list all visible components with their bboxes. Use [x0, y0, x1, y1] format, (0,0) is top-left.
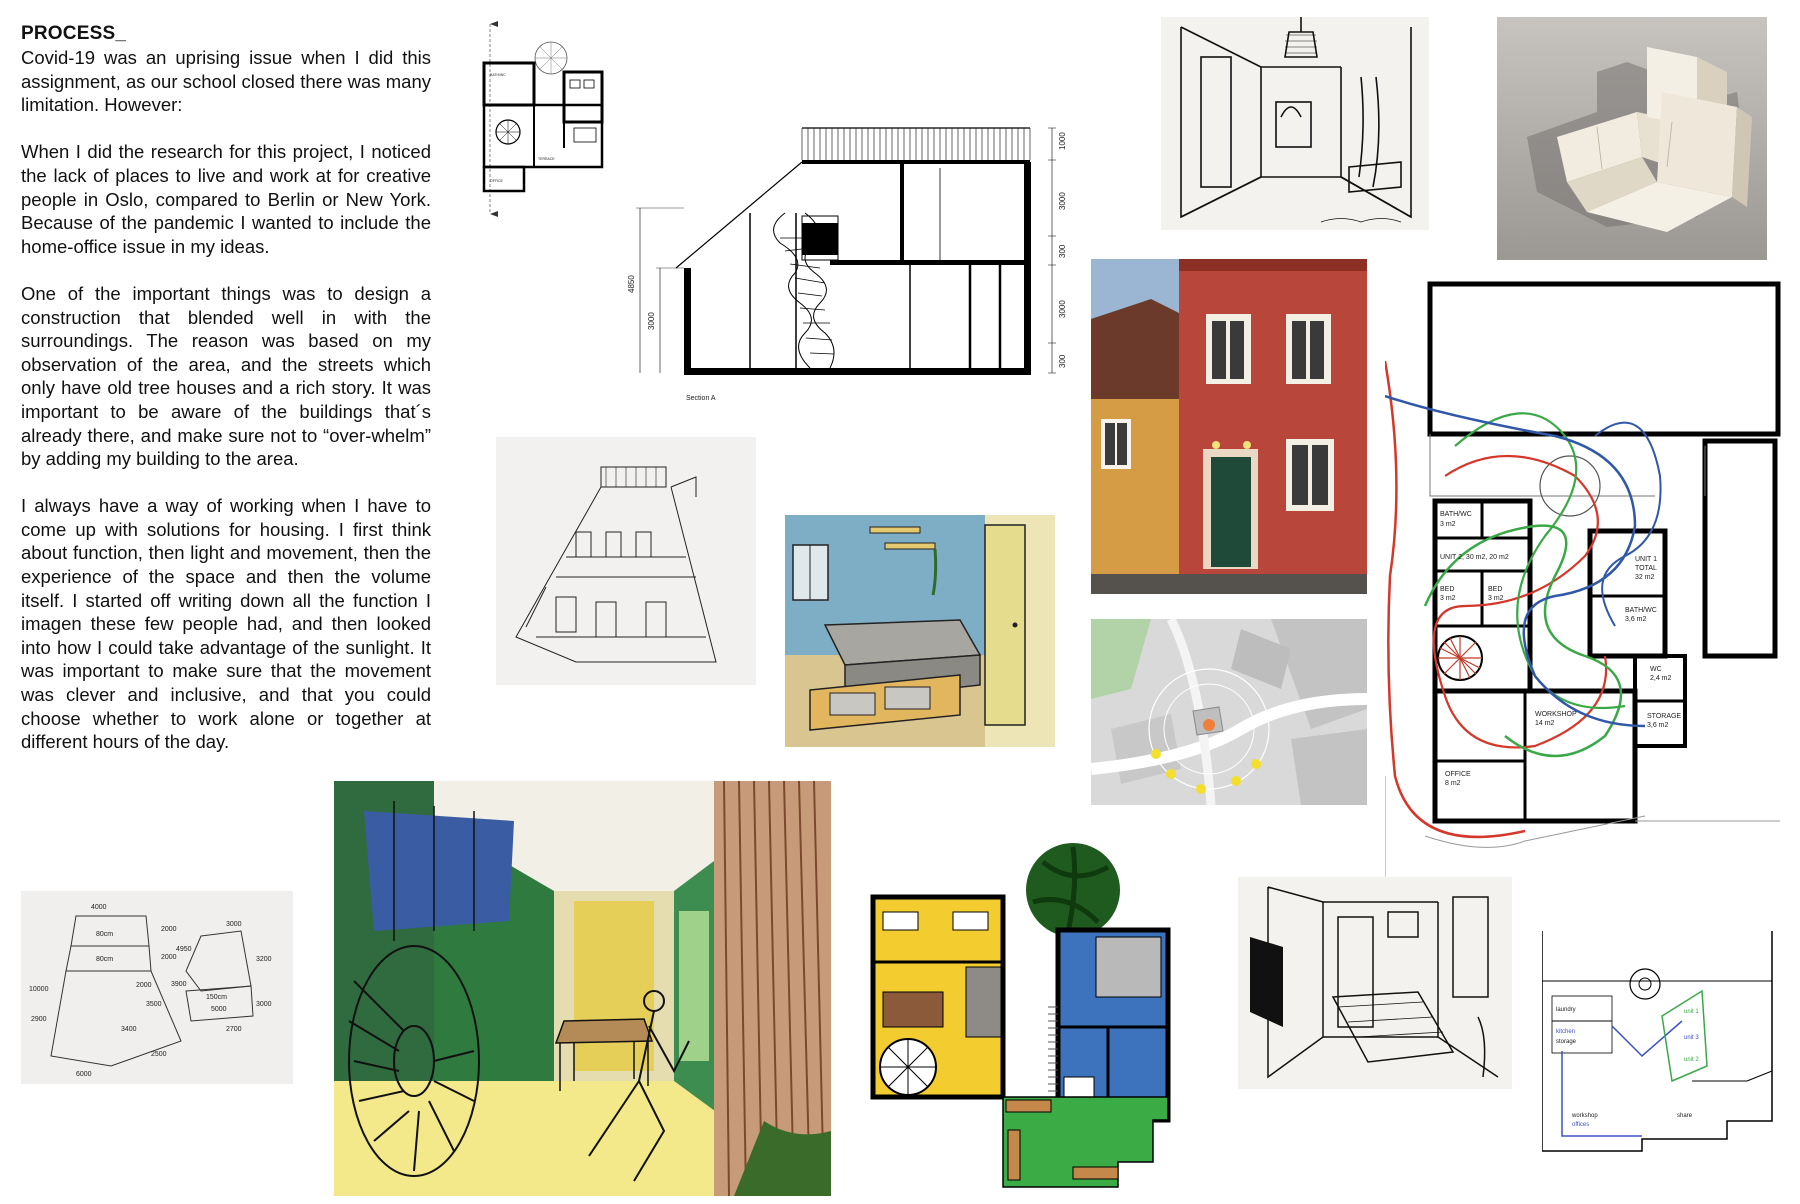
room-bed-1: BED	[1440, 586, 1455, 593]
small-plan-room-terrace: TERRACE	[538, 157, 555, 161]
dim-3000-lower: 3000	[1058, 300, 1067, 318]
dim-300-upper: 300	[1058, 244, 1067, 258]
room-bed-2-area: 3 m2	[1488, 595, 1504, 602]
bedroom-colored-sketch	[785, 515, 1055, 747]
diagram-unit-3: unit 3	[1684, 1035, 1699, 1041]
room-bed-1-area: 3 m2	[1440, 595, 1456, 602]
room-bathwc-1-area: 3 m2	[1440, 521, 1456, 528]
sketch-dim-8: 3500	[146, 1001, 162, 1008]
process-paragraph-3: One of the important things was to design a construction that blended well in with the surroundings. The reason was based on my observation of the area, and the streets which only have old tree houses and a rich story. It was important to be aware of the buildings that´s already there, and make sure not to “over-whelm” by adding my building to the area.	[21, 282, 431, 470]
sketch-dim-3: 80cm	[96, 931, 114, 938]
small-plan-room-office: OFFICE	[490, 179, 503, 183]
sketch-dim-11: 3200	[256, 956, 272, 963]
room-unit-1-total: TOTAL	[1635, 565, 1657, 572]
room-unit-1-area: 32 m2	[1635, 574, 1655, 581]
dim-3000-upper: 3000	[1058, 192, 1067, 210]
small-plan-room-bath: BATH/WC	[490, 73, 506, 77]
sketch-dim-2: 2000	[161, 926, 177, 933]
diagram-offices: offices	[1572, 1122, 1590, 1128]
room-storage: STORAGE	[1647, 713, 1682, 720]
sketch-dim-4: 2000	[161, 954, 177, 961]
sketch-dim-5: 2000	[136, 982, 152, 989]
sketch-dim-20: 3400	[121, 1026, 137, 1033]
room-bathwc-2-area: 3,6 m2	[1625, 616, 1647, 623]
room-workshop-area: 14 m2	[1535, 720, 1555, 727]
diagram-unit-2: unit 2	[1684, 1057, 1699, 1063]
sketch-dim-13: 4950	[176, 946, 192, 953]
process-heading: PROCESS_	[21, 23, 127, 44]
room-office-area: 8 m2	[1445, 780, 1461, 787]
sketch-dim-12: 6000	[76, 1071, 92, 1078]
sketch-dim-16: 2700	[226, 1026, 242, 1033]
diagram-share: share	[1677, 1113, 1693, 1119]
room-wc-area: 2,4 m2	[1650, 675, 1672, 682]
sketch-dim-6: 80cm	[96, 956, 114, 963]
dimension-sketch	[21, 891, 293, 1084]
sketch-dim-14: 2500	[151, 1051, 167, 1058]
sketch-dim-17: 150cm	[206, 994, 228, 1001]
small-floor-plan	[478, 18, 606, 218]
room-bed-2: BED	[1488, 586, 1503, 593]
townhouse-photo	[1091, 259, 1367, 594]
stair-perspective-sketch	[496, 437, 756, 685]
corridor-sketch	[1161, 17, 1429, 230]
interior-colored-sketch	[334, 781, 831, 1196]
bedroom-line-sketch	[1238, 877, 1512, 1089]
section-a-drawing	[620, 118, 1075, 408]
process-paragraph-2: When I did the research for this project, I noticed the lack of places to live and work at for creative people in Oslo, compared to Berlin or New York. Because of the pandemic I wanted to include the home-office issue in my ideas.	[21, 141, 431, 257]
room-bathwc-2: BATH/WC	[1625, 607, 1657, 614]
sketch-dim-7: 10000	[29, 986, 49, 993]
room-storage-area: 3,6 m2	[1647, 722, 1669, 729]
sketch-dim-9: 5000	[211, 1006, 227, 1013]
diagram-unit-1: unit 1	[1684, 1009, 1699, 1015]
diagram-workshop: workshop	[1572, 1113, 1598, 1119]
process-paragraph-1: Covid-19 was an uprising issue when I did this assignment, as our school closed there was many limitation. However:	[21, 47, 431, 116]
sketch-dim-15: 3000	[256, 1001, 272, 1008]
diagram-kitchen: kitchen	[1556, 1029, 1576, 1035]
sketch-dim-10: 3000	[226, 921, 242, 928]
room-workshop: WORKSHOP	[1535, 711, 1577, 718]
room-wc: WC	[1650, 666, 1662, 673]
zoning-diagram	[1542, 921, 1778, 1159]
room-bathwc-1: BATH/WC	[1440, 511, 1472, 518]
dim-1000: 1000	[1058, 132, 1067, 150]
dim-4850: 4850	[627, 275, 636, 293]
movement-floor-plan	[1385, 276, 1785, 881]
dim-300-lower: 300	[1058, 354, 1067, 368]
diagram-storage: storage	[1556, 1039, 1577, 1045]
sketch-dim-19: 2900	[31, 1016, 47, 1023]
colored-floor-plan	[868, 842, 1203, 1188]
dim-3000-left: 3000	[647, 312, 656, 330]
process-paragraph-4: I always have a way of working when I have to come up with solutions for housing. I first think about function, then light and movement, then the experience of the space and then the volume itself. I started off writing down all the function I imagen these few people had, and then looked into how I could take advantage of the sunlight. It was important to make sure that the movement was clever and inclusive, and that you could choose whether to work alone or together at different hours of the day.	[21, 495, 431, 753]
room-office: OFFICE	[1445, 771, 1471, 778]
sketch-dim-18: 3900	[171, 981, 187, 988]
diagram-laundry: laundry	[1556, 1007, 1576, 1013]
room-unit-2: UNIT 2, 30 m2, 20 m2	[1440, 554, 1509, 561]
process-text-block	[21, 22, 431, 777]
model-photo	[1497, 17, 1767, 260]
site-map	[1091, 619, 1367, 805]
sketch-dim-1: 4000	[91, 904, 107, 911]
section-label: Section A	[686, 395, 716, 402]
room-unit-1: UNIT 1	[1635, 556, 1658, 563]
